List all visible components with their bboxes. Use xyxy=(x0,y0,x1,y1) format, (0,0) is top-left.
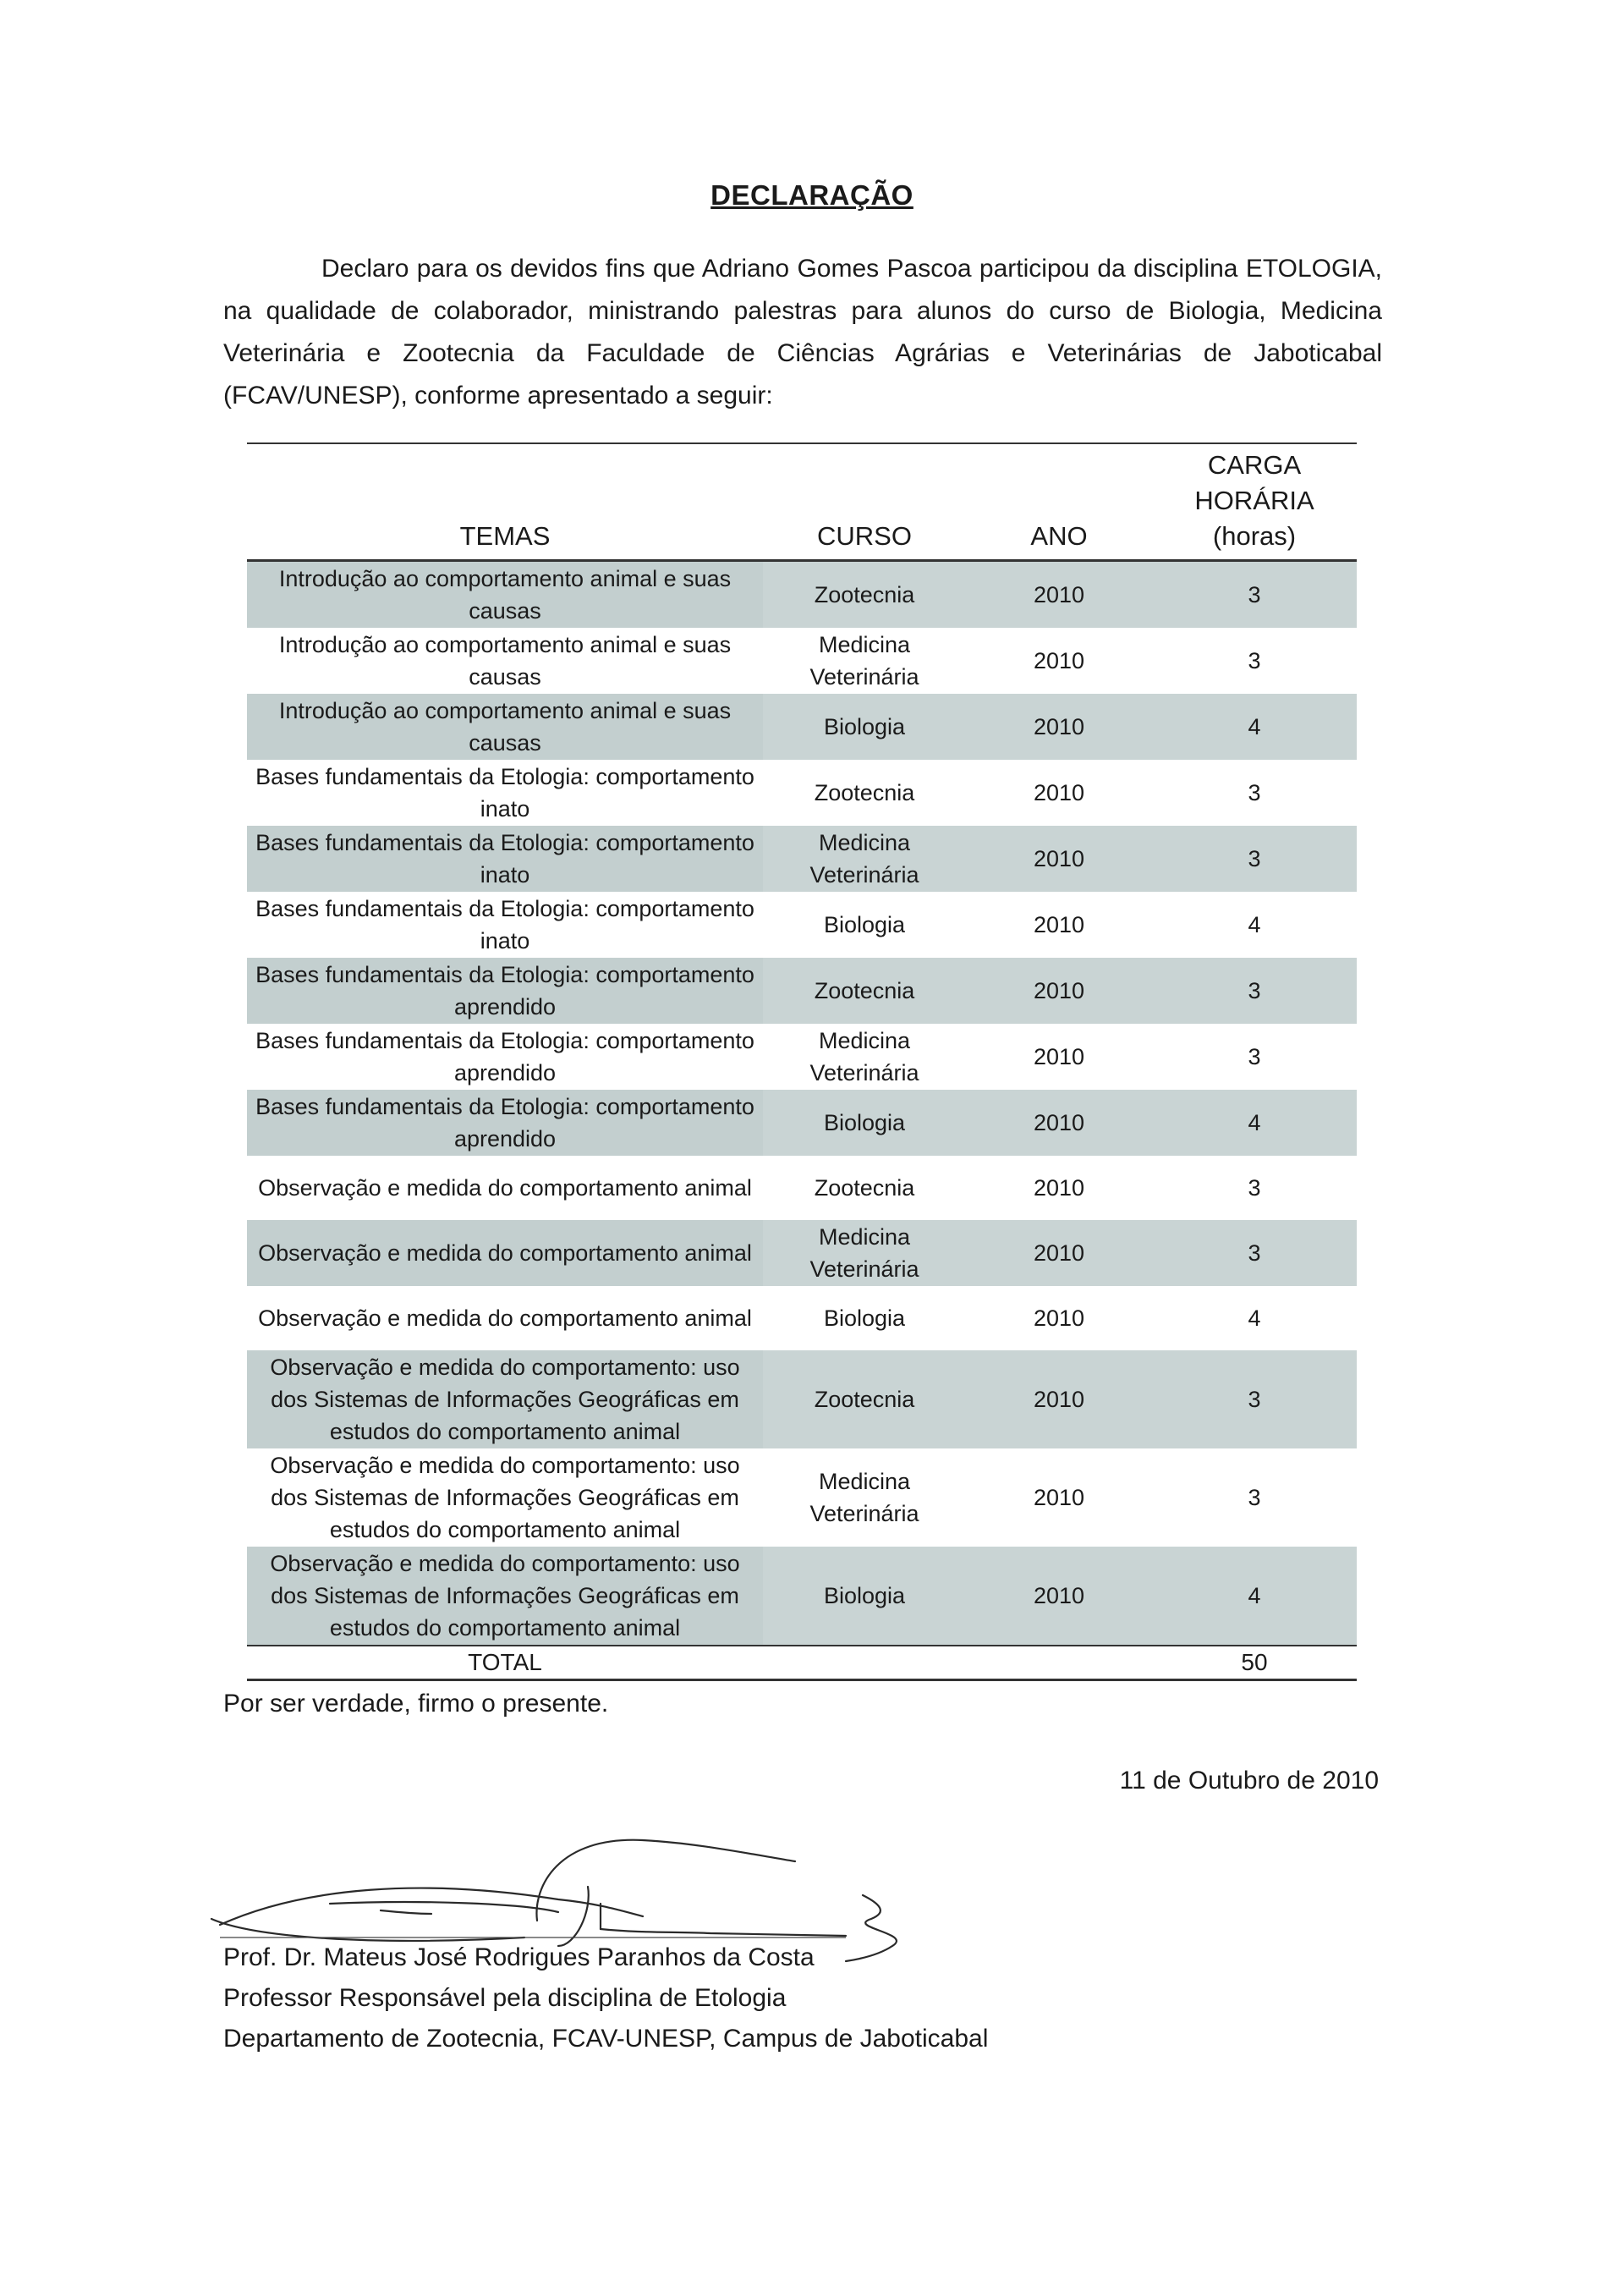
cell-curso: Biologia xyxy=(823,1305,906,1331)
cell-curso: Medicina Veterinária xyxy=(809,1028,919,1086)
lectures-table-wrapper xyxy=(247,442,1357,1681)
cell-curso: Zootecnia xyxy=(763,958,966,1024)
cell-ano: 2010 xyxy=(1033,780,1085,805)
cell-carga: 3 xyxy=(1248,1044,1261,1069)
cell-tema: Bases fundamentais da Etologia: comportamento inato xyxy=(255,764,754,822)
table-row xyxy=(247,1220,1357,1286)
table-row xyxy=(247,892,1357,958)
cell-curso: Zootecnia xyxy=(814,780,915,805)
cell-ano: 2010 xyxy=(966,826,1152,892)
table-row xyxy=(247,760,1357,826)
header-carga-line2: HORÁRIA xyxy=(1194,486,1314,515)
cell-tema: Observação e medida do comportamento: uso dos Sistemas de Informações Geográficas em estudos do comportamento animal xyxy=(247,1350,763,1448)
cell-tema: Observação e medida do comportamento: uso dos Sistemas de Informações Geográficas em estudos do comportamento animal xyxy=(270,1453,740,1542)
cell-tema: Introdução ao comportamento animal e suas causas xyxy=(247,561,763,629)
cell-ano: 2010 xyxy=(1033,648,1085,673)
cell-carga: 3 xyxy=(1248,1485,1261,1510)
lectures-table xyxy=(247,444,1357,1681)
cell-curso: Zootecnia xyxy=(814,1175,915,1201)
cell-carga: 3 xyxy=(1152,1220,1357,1286)
cell-ano: 2010 xyxy=(966,561,1152,629)
table-row xyxy=(247,826,1357,892)
cell-ano: 2010 xyxy=(966,1220,1152,1286)
cell-tema: Bases fundamentais da Etologia: comportamento aprendido xyxy=(255,1028,754,1086)
intro-paragraph: Declaro para os devidos fins que Adriano Gomes Pascoa participou da disciplina ETOLOGIA, na qualidade de colaborador, ministrando palestras para alunos do curso de Biologia, Medicina Veterinária e Zootecnia da Faculdade de Ciências Agrárias e Veterinárias de Jaboticabal (FCAV/UNESP), conforme apresentado a seguir: xyxy=(223,255,1382,409)
cell-carga: 3 xyxy=(1152,958,1357,1024)
cell-ano: 2010 xyxy=(966,958,1152,1024)
header-carga-horaria xyxy=(1152,444,1357,561)
cell-curso: Biologia xyxy=(763,1090,966,1156)
cell-curso: Biologia xyxy=(823,912,906,937)
cell-tema: Bases fundamentais da Etologia: comportamento aprendido xyxy=(247,958,763,1024)
closing-statement: Por ser verdade, firmo o presente. xyxy=(223,1690,609,1718)
signatory-department: Departamento de Zootecnia, FCAV-UNESP, Campus de Jaboticabal xyxy=(223,2025,989,2053)
cell-carga: 4 xyxy=(1248,912,1261,937)
cell-carga: 3 xyxy=(1152,561,1357,629)
cell-ano: 2010 xyxy=(1033,912,1085,937)
signatory-block xyxy=(223,1937,988,2059)
table-row xyxy=(247,1024,1357,1090)
signatory-name: Prof. Dr. Mateus José Rodrigues Paranhos da Costa xyxy=(223,1943,815,1971)
cell-curso: Medicina Veterinária xyxy=(763,1220,966,1286)
cell-carga: 3 xyxy=(1152,826,1357,892)
cell-tema: Observação e medida do comportamento animal xyxy=(258,1175,752,1201)
table-header-row xyxy=(247,444,1357,561)
table-row xyxy=(247,1090,1357,1156)
cell-tema: Bases fundamentais da Etologia: comportamento inato xyxy=(255,896,754,954)
cell-ano: 2010 xyxy=(966,1350,1152,1448)
cell-curso: Medicina Veterinária xyxy=(809,632,919,690)
cell-carga: 3 xyxy=(1152,1350,1357,1448)
table-row xyxy=(247,628,1357,694)
cell-ano: 2010 xyxy=(1033,1485,1085,1510)
cell-tema: Bases fundamentais da Etologia: comportamento aprendido xyxy=(247,1090,763,1156)
total-spacer xyxy=(966,1646,1152,1680)
document-date: 11 de Outubro de 2010 xyxy=(1119,1767,1379,1795)
cell-ano: 2010 xyxy=(966,1090,1152,1156)
table-row xyxy=(247,694,1357,760)
cell-carga: 4 xyxy=(1152,1547,1357,1646)
total-value: 50 xyxy=(1152,1646,1357,1680)
signatory-role: Professor Responsável pela disciplina de Etologia xyxy=(223,1984,787,2012)
table-row xyxy=(247,1156,1357,1220)
cell-tema: Observação e medida do comportamento animal xyxy=(258,1305,752,1331)
header-ano: ANO xyxy=(966,444,1152,561)
cell-tema: Bases fundamentais da Etologia: comportamento inato xyxy=(247,826,763,892)
table-total-row xyxy=(247,1646,1357,1680)
cell-ano: 2010 xyxy=(966,1547,1152,1646)
cell-curso: Zootecnia xyxy=(763,1350,966,1448)
header-temas: TEMAS xyxy=(247,444,763,561)
table-row xyxy=(247,1286,1357,1350)
cell-carga: 4 xyxy=(1248,1305,1261,1331)
cell-tema: Introdução ao comportamento animal e suas causas xyxy=(278,632,732,690)
table-row xyxy=(247,958,1357,1024)
cell-carga: 3 xyxy=(1248,780,1261,805)
cell-tema: Observação e medida do comportamento animal xyxy=(247,1220,763,1286)
table-row xyxy=(247,561,1357,629)
table-row xyxy=(247,1547,1357,1646)
document-title: DECLARAÇÃO xyxy=(710,179,914,211)
cell-curso: Biologia xyxy=(763,694,966,760)
total-label: TOTAL xyxy=(247,1646,763,1680)
cell-carga: 4 xyxy=(1152,1090,1357,1156)
header-carga-line1: CARGA xyxy=(1207,450,1302,480)
header-curso: CURSO xyxy=(763,444,966,561)
cell-ano: 2010 xyxy=(966,694,1152,760)
cell-curso: Medicina Veterinária xyxy=(809,1469,919,1526)
cell-tema: Observação e medida do comportamento: uso dos Sistemas de Informações Geográficas em estudos do comportamento animal xyxy=(247,1547,763,1646)
cell-ano: 2010 xyxy=(1033,1175,1085,1201)
cell-curso: Medicina Veterinária xyxy=(763,826,966,892)
cell-carga: 3 xyxy=(1248,1175,1261,1201)
cell-carga: 3 xyxy=(1248,648,1261,673)
total-spacer xyxy=(763,1646,966,1680)
cell-curso: Zootecnia xyxy=(763,561,966,629)
table-row xyxy=(247,1448,1357,1547)
table-row xyxy=(247,1350,1357,1448)
cell-ano: 2010 xyxy=(1033,1305,1085,1331)
cell-ano: 2010 xyxy=(1033,1044,1085,1069)
cell-curso: Biologia xyxy=(763,1547,966,1646)
cell-tema: Introdução ao comportamento animal e suas causas xyxy=(247,694,763,760)
cell-carga: 4 xyxy=(1152,694,1357,760)
header-carga-line3: (horas) xyxy=(1212,521,1297,551)
